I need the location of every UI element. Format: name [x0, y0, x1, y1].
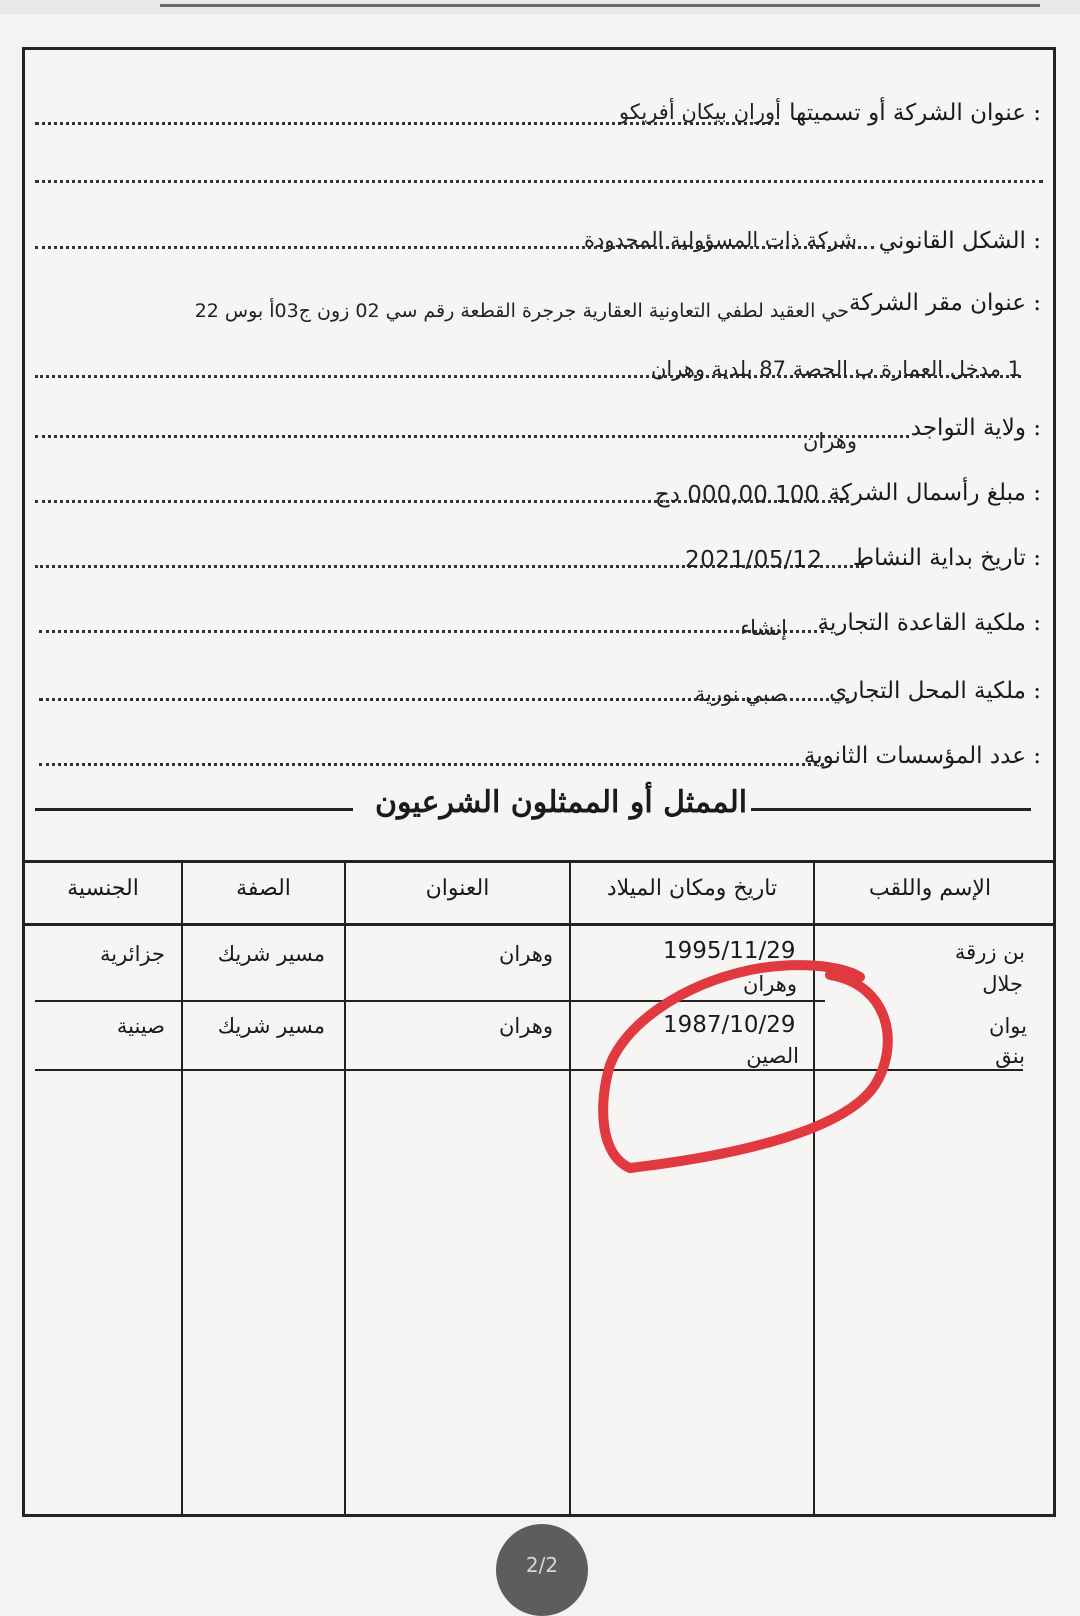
start-date-value: 2021/05/12	[685, 547, 823, 573]
table-header-role: الصفة	[236, 876, 291, 901]
table-cell-birth-place: الصين	[746, 1044, 799, 1068]
secondary-establishments-field	[25, 743, 1049, 783]
capital-label: مبلغ رأسمال الشركة :	[828, 480, 1041, 506]
table-header-border	[25, 923, 1053, 926]
representatives-title: الممثل أو الممثلون الشرعيون	[375, 785, 748, 820]
section-rule-right	[751, 808, 1031, 811]
company-name-field	[25, 100, 1049, 140]
start-date-label: تاريخ بداية النشاط :	[852, 545, 1041, 571]
table-header-name: الإسم واللقب	[868, 876, 992, 901]
column-divider	[813, 860, 815, 1514]
legal-form-value: شركة ذات المسؤولية المحدودة	[584, 228, 857, 252]
company-name-value: أوران بيكان أفريكو	[618, 100, 781, 124]
table-cell-name: يوان	[989, 1014, 1027, 1038]
section-rule-left	[35, 808, 353, 811]
table-cell-address: وهران	[498, 942, 553, 966]
table-cell-name: جلال	[982, 972, 1023, 996]
capital-value: 100 000,00 دج	[654, 482, 819, 508]
table-cell-role: مسير شريك	[217, 1014, 325, 1038]
commercial-base-value: إنشاء	[740, 616, 787, 640]
dotted-line	[35, 435, 909, 438]
table-cell-role: مسير شريك	[217, 942, 325, 966]
table-cell-name: بن زرقة	[954, 940, 1025, 964]
column-divider	[344, 860, 346, 1514]
previous-page-edge	[160, 4, 1040, 7]
commercial-base-label: ملكية القاعدة التجارية :	[817, 610, 1041, 636]
dotted-line	[39, 763, 824, 766]
wilaya-field	[25, 415, 1049, 455]
dotted-line	[35, 180, 1043, 183]
headquarters-line2	[25, 355, 1049, 395]
column-divider	[181, 860, 183, 1514]
table-top-border	[25, 860, 1053, 863]
table-cell-birth-place: وهران	[742, 972, 797, 996]
secondary-establishments-label: عدد المؤسسات الثانوية :	[803, 743, 1041, 769]
table-cell-birth-date: 1995/11/29	[663, 938, 796, 964]
table-cell-nationality: جزائرية	[100, 942, 165, 966]
table-header-nationality: الجنسية	[67, 876, 139, 901]
table-cell-name: بنق	[995, 1044, 1025, 1068]
headquarters-value-line1: حي العقيد لطفي التعاونية العقارية جرجرة القطعة رقم سي 02 زون ج03أ بوس 22	[194, 300, 849, 322]
headquarters-field	[25, 290, 1049, 330]
table-cell-birth-date: 1987/10/29	[663, 1012, 796, 1038]
table-row-separator	[35, 1000, 825, 1002]
headquarters-value-line2: 1 مدخل العمارة ب الحصة 87 بلدية وهران	[650, 357, 1021, 381]
dotted-line	[39, 630, 824, 633]
column-divider	[569, 860, 571, 1514]
table-cell-address: وهران	[498, 1014, 553, 1038]
table-row-separator	[35, 1069, 1023, 1071]
commercial-base-field	[25, 610, 1049, 650]
commercial-premises-label: ملكية المحل التجاري :	[829, 678, 1041, 704]
legal-form-label: الشكل القانوني :	[878, 228, 1041, 254]
wilaya-value: وهران	[802, 429, 857, 453]
page-indicator: 2/2	[496, 1524, 588, 1616]
registration-form-sheet	[22, 47, 1056, 1517]
table-header-birth: تاريخ ومكان الميلاد	[606, 876, 778, 901]
table-header-address: العنوان	[425, 876, 490, 901]
company-name-label: عنوان الشركة أو تسميتها :	[789, 100, 1041, 126]
commercial-premises-value: صبي نورية	[694, 682, 787, 706]
table-cell-nationality: صينية	[116, 1014, 165, 1038]
headquarters-label: عنوان مقر الشركة :	[848, 290, 1041, 316]
commercial-premises-field	[25, 678, 1049, 718]
legal-form-field	[25, 228, 1049, 268]
wilaya-label: ولاية التواجد :	[910, 415, 1041, 441]
page-top-edge	[0, 0, 1080, 14]
start-date-field	[25, 545, 1049, 585]
capital-field	[25, 480, 1049, 520]
